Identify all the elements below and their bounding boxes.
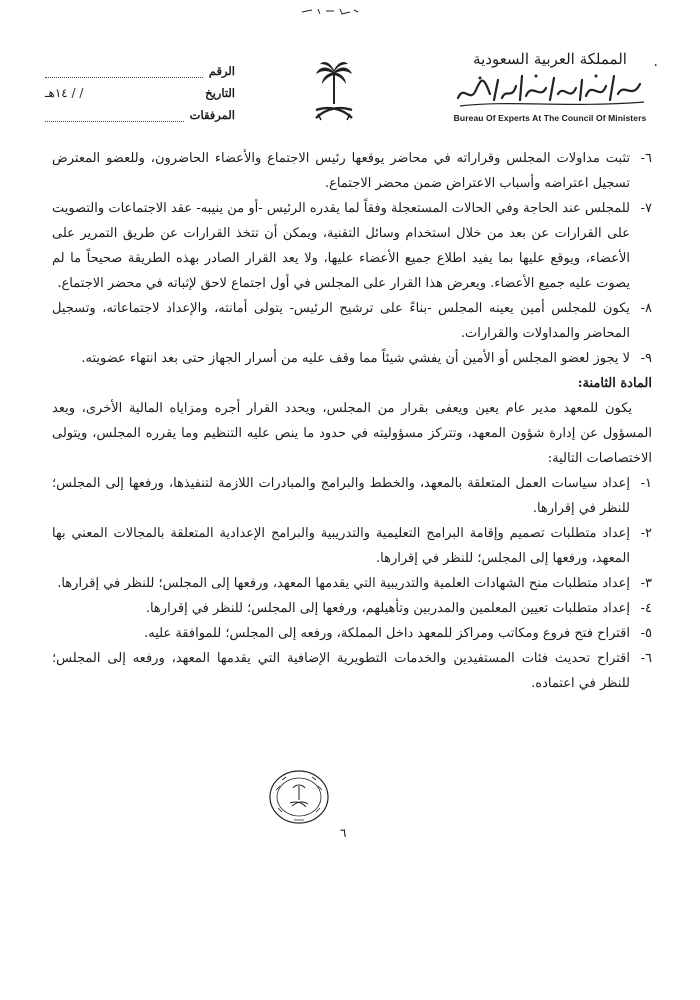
number-blank-line [45,65,203,78]
duty-item-2 [52,521,652,571]
duty-item-4 [52,596,652,621]
letterhead [0,0,700,135]
duty-item-1 [52,471,652,521]
clause-number: ٨- [640,301,652,316]
date-value: / / ١٤هـ [45,86,84,100]
bureau-english-name: Bureau Of Experts At The Council Of Ministers [453,113,647,123]
article-heading: المادة الثامنة: [577,376,652,391]
clause-item-7 [52,196,652,296]
duty-number: ٣- [640,576,652,591]
duty-number: ٦- [640,651,652,666]
duty-text: إعداد سياسات العمل المتعلقة بالمعهد، والخطط والبرامج والمبادرات اللازمة لتنفيذها، ورفعها إلى المجلس؛ للنظر في إقرارها. [52,476,630,516]
duty-text: إعداد متطلبات تعيين المعلمين والمدربين وتأهيلهم، ورفعها إلى المجلس؛ للنظر في إقرارها. [145,601,630,616]
reference-fields [45,60,235,126]
number-label: الرقم [208,64,235,78]
document-body [52,146,652,696]
number-row [45,60,235,82]
article-paragraph: يكون للمعهد مدير عام يعين ويعفى بقرار من المجلس، ويحدد القرار أجره ومزاياه المالية الأخرى، ويعد المسؤول عن إدارة شؤون المعهد، وتتركز مسؤوليته في حدود ما ينص عليه التنظيم وما يقرره المجلس، ويتولى الاختصاصات التالية: [52,401,652,466]
clause-number: ٧- [640,201,652,216]
clause-item-9 [52,346,652,371]
duty-number: ٥- [640,626,652,641]
clause-text: لا يجوز لعضو المجلس أو الأمين أن يفشي شيئاً مما وقف عليه من أسرار الجهاز حتى بعد انتهاء عضويته. [81,351,630,366]
bureau-seal-stamp-icon [268,768,330,826]
duty-number: ١- [640,476,652,491]
clause-text: يكون للمجلس أمين يعينه المجلس -بناءً على ترشيح الرئيس- يتولى أمانته، والإعداد لاجتماعاته، وتسجيل المحاضر والمداولات والقرارات. [52,301,630,341]
palm-swords-emblem-icon [312,60,356,124]
attachments-row [45,104,235,126]
bureau-calligraphy-logo [450,70,650,110]
attachments-label: المرفقات [189,108,235,122]
duty-item-6 [52,646,652,696]
top-stamp-mark [300,6,360,16]
duty-number: ٢- [640,526,652,541]
duty-item-5 [52,621,652,646]
duty-text: إعداد متطلبات منح الشهادات العلمية والتدريبية التي يقدمها المعهد، ورفعها إلى المجلس؛ للنظر في إقرارها. [57,576,630,591]
clause-item-6 [52,146,652,196]
duty-text: اقتراح تحديث فئات المستفيدين والخدمات التطويرية الإضافية التي يقدمها المعهد، ورفعه إلى المجلس؛ للنظر في اعتماده. [52,651,630,691]
duty-number: ٤- [640,601,652,616]
clause-text: للمجلس عند الحاجة وفي الحالات المستعجلة وفقاً لما يقدره الرئيس -أو من ينيبه- عقد الاجتماعات والتصويت على القرارات عن بعد من خلال استخدام وسائل التقنية، ويمكن أن تتخذ القرارات عن طريق التمرير على الأعضاء، ويوقع عليها بما يفيد اطلاع جميع الأعضاء عليها، ولا يعد القرار الصادر بهذه الطريقة صحيحاً ما لم يصوت عليه جميع الأعضاء. ويعرض هذا القرار على المجلس في أول اجتماع لاحق لإثباته في محضر الاجتماع. [52,201,630,291]
attachments-blank-line [45,109,184,122]
clause-number: ٦- [640,151,652,166]
page-number: ٦ [340,826,347,840]
date-label: التاريخ [205,86,235,100]
letterhead-dot: · [653,58,658,74]
duty-text: إعداد متطلبات تصميم وإقامة البرامج التعليمية والتدريبية والبرامج الإعدادية المتعلقة بالمجالات المعني بها المعهد، ورفعها إلى المجلس؛ للنظر في إقرارها. [52,526,630,566]
clause-item-8 [52,296,652,346]
clause-number: ٩- [640,351,652,366]
clause-text: تثبت مداولات المجلس وقراراته في محاضر يوقعها رئيس الاجتماع والأعضاء الحاضرون، وللعضو المعترض تسجيل اعتراضه وأسباب الاعتراض ضمن محضر الاجتماع. [52,151,630,191]
duty-item-3 [52,571,652,596]
kingdom-title: المملكة العربية السعودية [473,50,627,68]
date-row [45,82,235,104]
duty-text: اقتراح فتح فروع ومكاتب ومراكز للمعهد داخل المملكة، ورفعه إلى المجلس؛ للموافقة عليه. [144,626,630,641]
